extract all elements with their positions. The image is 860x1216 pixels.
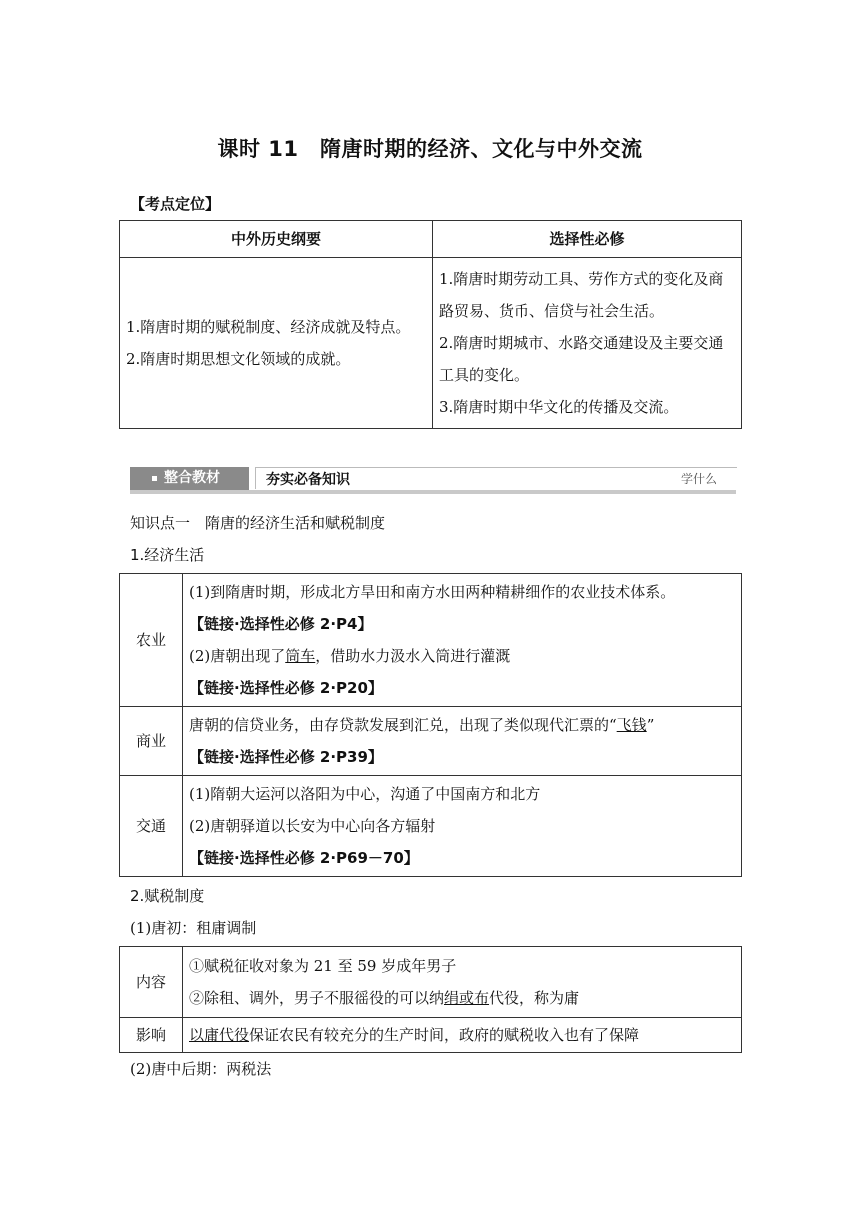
tax-line-2-b: 代役，称为庸	[489, 989, 580, 1007]
exam-points-table	[119, 220, 742, 429]
tax-content	[183, 947, 742, 1018]
agri-link-2: 【链接·选择性必修 2·P20】	[189, 679, 383, 697]
outline-item: 2.隋唐时期思想文化领域的成就。	[126, 350, 351, 368]
banner-label	[130, 467, 249, 490]
comm-keyword: 飞钱	[616, 716, 647, 734]
elective-item: 3.隋唐时期中华文化的传播及交流。	[439, 398, 679, 416]
agri-keyword: 筒车	[285, 647, 316, 665]
banner-hint: 学什么	[680, 472, 717, 486]
tax-line-2	[189, 982, 735, 1014]
tax-table	[119, 946, 742, 1053]
header-elective: 选择性必修	[433, 221, 742, 258]
trans-line-2: (2)唐朝驿道以长安为中心向各方辐射	[189, 817, 436, 835]
knowledge-point-title: 知识点一 隋唐的经济生活和赋税制度	[130, 514, 386, 532]
category-transport: 交通	[120, 776, 183, 877]
banner-underline	[130, 490, 736, 494]
trans-line-1: (1)隋朝大运河以洛阳为中心，沟通了中国南方和北方	[189, 785, 541, 803]
agriculture-content	[183, 574, 742, 707]
tax-keyword: 绢或布	[444, 989, 490, 1007]
subsection-economy: 1.经济生活	[130, 546, 205, 564]
bullet-icon	[152, 476, 157, 481]
outline-item: 1.隋唐时期的赋税制度、经济成就及特点。	[126, 318, 411, 336]
commerce-content	[183, 707, 742, 776]
agri-line-2-b: ，借助水力汲水入筒进行灌溉	[315, 647, 511, 665]
transport-content	[183, 776, 742, 877]
comm-link: 【链接·选择性必修 2·P39】	[189, 748, 383, 766]
comm-line-1-a: 唐朝的信贷业务，由存贷款发展到汇兑，出现了类似现代汇票的“	[189, 716, 617, 734]
tax-line-1: ①赋税征收对象为 21 至 59 岁成年男子	[189, 957, 457, 975]
trans-link: 【链接·选择性必修 2·P69－70】	[189, 849, 419, 867]
effect-rest: 保证农民有较充分的生产时间，政府的赋税收入也有了保障	[249, 1026, 640, 1044]
section-tag: 【考点定位】	[130, 195, 221, 213]
subsection-tax-late: (2)唐中后期：两税法	[130, 1060, 272, 1078]
agri-line-2	[189, 640, 735, 672]
elective-item: 2.隋唐时期城市、水路交通建设及主要交通工具的变化。	[439, 334, 724, 384]
category-effect: 影响	[120, 1018, 183, 1053]
category-agriculture: 农业	[120, 574, 183, 707]
comm-line-1	[189, 709, 735, 741]
economy-table	[119, 573, 742, 877]
category-content: 内容	[120, 947, 183, 1018]
effect-keyword: 以庸代役	[189, 1026, 250, 1044]
agri-line-1: (1)到隋唐时期，形成北方旱田和南方水田两种精耕细作的农业技术体系。	[189, 583, 676, 601]
header-outline: 中外历史纲要	[120, 221, 433, 258]
tax-effect	[183, 1018, 742, 1053]
banner-title-box	[255, 467, 737, 489]
elective-item: 1.隋唐时期劳动工具、劳作方式的变化及商路贸易、货币、信贷与社会生活。	[439, 270, 724, 320]
banner-left-text: 整合教材	[164, 470, 220, 486]
section-banner	[130, 467, 736, 494]
subsection-tax-early: (1)唐初：租庸调制	[130, 919, 257, 937]
agri-link-1: 【链接·选择性必修 2·P4】	[189, 615, 373, 633]
category-commerce: 商业	[120, 707, 183, 776]
subsection-tax: 2.赋税制度	[130, 887, 205, 905]
elective-cell	[433, 258, 742, 429]
banner-title: 夯实必备知识	[266, 472, 350, 488]
comm-line-1-b: ”	[646, 716, 655, 734]
tax-line-2-a: ②除租、调外，男子不服徭役的可以纳	[189, 989, 445, 1007]
outline-cell	[120, 258, 433, 429]
agri-line-2-a: (2)唐朝出现了	[189, 647, 286, 665]
page-title: 课时 11 隋唐时期的经济、文化与中外交流	[217, 137, 643, 161]
